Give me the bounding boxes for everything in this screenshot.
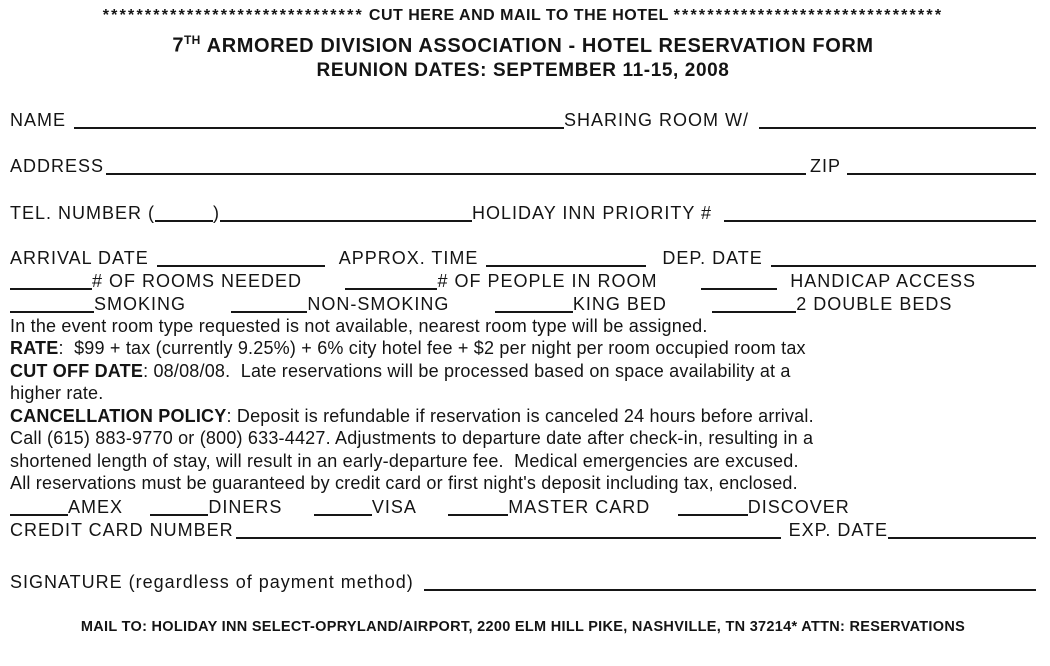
address-label: ADDRESS [10,155,105,176]
policy-block [10,315,1036,495]
rooms-needed-label: # OF ROOMS NEEDED [92,270,303,291]
smoking-blank[interactable] [10,295,94,313]
smoking-label: SMOKING [94,293,187,314]
exp-date-label: EXP. DATE [788,519,888,540]
amex-label: AMEX [68,496,124,517]
tel-close-paren: ) [213,202,221,223]
policy-line [10,450,1036,473]
approx-time-label: APPROX. TIME [338,247,479,268]
dep-date-blank[interactable] [771,249,1036,267]
credit-card-row [10,518,1036,541]
policy-text: : Deposit is refundable if reservation is canceled 24 hours before arrival. [226,405,814,426]
card-brands-row [10,495,1036,518]
arrival-date-label: ARRIVAL DATE [10,247,149,268]
arrival-row [10,246,1036,269]
handicap-access-label: HANDICAP ACCESS [790,270,977,291]
reunion-dates: REUNION DATES: SEPTEMBER 11-15, 2008 [316,59,730,81]
policy-text: All reservations must be guaranteed by credit card or first night's deposit including tax, enclosed. [10,473,798,494]
smoking-row [10,292,1036,315]
diners-blank[interactable] [150,498,208,516]
master-card-label: MASTER CARD [508,496,651,517]
policy-text: shortened length of stay, will result in an early-departure fee. Medical emergencies are excused. [10,450,799,471]
cut-here-line [10,6,1036,26]
signature-label: SIGNATURE (regardless of payment method) [10,571,414,592]
signature-blank[interactable] [424,573,1036,591]
people-in-room-label: # OF PEOPLE IN ROOM [437,270,658,291]
policy-line [10,315,1036,338]
sharing-room-blank[interactable] [759,111,1036,129]
priority-label: HOLIDAY INN PRIORITY # [472,202,713,223]
visa-label: VISA [371,496,417,517]
policy-line [10,337,1036,360]
discover-label: DISCOVER [747,496,850,517]
diners-label: DINERS [208,496,283,517]
double-beds-blank[interactable] [712,295,796,313]
name-blank[interactable] [74,111,564,129]
title-number: 7 [172,34,185,57]
double-beds-label: 2 DOUBLE BEDS [796,293,953,314]
policy-text: : 08/08/08. Late reservations will be processed based on space availability at a [143,360,791,381]
policy-line [10,382,1036,405]
priority-number-blank[interactable] [724,204,1036,222]
policy-line [10,405,1036,428]
policy-bold: RATE [10,338,59,359]
zip-label: ZIP [810,155,842,176]
king-bed-blank[interactable] [495,295,573,313]
cut-here-text: CUT HERE AND MAIL TO THE HOTEL [363,7,674,24]
visa-blank[interactable] [314,498,372,516]
policy-text: Call (615) 883-9770 or (800) 633-4427. Adjustments to departure date after check-in, resulting in a [10,428,814,449]
form-title [10,28,1036,58]
mail-to-line: MAIL TO: HOLIDAY INN SELECT-OPRYLAND/AIRPORT, 2200 ELM HILL PIKE, NASHVILLE, TN 37214* ATTN: RESERVATIONS [80,618,966,635]
zip-blank[interactable] [847,157,1036,175]
title-ordinal: TH [184,33,201,47]
rooms-needed-blank[interactable] [10,272,92,290]
rooms-row [10,269,1036,292]
telephone-row [10,201,1036,224]
name-row [10,108,1036,131]
address-blank[interactable] [106,157,806,175]
sharing-room-label: SHARING ROOM W/ [564,109,750,130]
name-label: NAME [10,109,67,130]
address-row [10,154,1036,177]
approx-time-blank[interactable] [486,249,646,267]
handicap-access-blank[interactable] [701,272,777,290]
exp-date-blank[interactable] [888,521,1036,539]
title-text: ARMORED DIVISION ASSOCIATION - HOTEL RESERVATION FORM [206,34,874,57]
dep-date-label: DEP. DATE [662,247,763,268]
policy-text: higher rate. [10,383,104,404]
king-bed-label: KING BED [572,293,667,314]
stars-right: ******************************** [673,7,944,24]
cc-number-blank[interactable] [236,521,781,539]
policy-line [10,360,1036,383]
policy-line [10,427,1036,450]
policy-bold: CANCELLATION POLICY [10,405,227,426]
signature-row [10,570,1036,593]
tel-number-label: TEL. NUMBER ( [10,202,156,223]
tel-area-code-blank[interactable] [155,204,213,222]
non-smoking-label: NON-SMOKING [307,293,450,314]
master-card-blank[interactable] [448,498,508,516]
cc-number-label: CREDIT CARD NUMBER [10,519,234,540]
policy-text: In the event room type requested is not available, nearest room type will be assigned. [10,315,708,336]
policy-bold: CUT OFF DATE [10,360,144,381]
discover-blank[interactable] [678,498,748,516]
stars-left: ******************************* [102,7,364,24]
arrival-date-blank[interactable] [157,249,325,267]
people-in-room-blank[interactable] [345,272,437,290]
amex-blank[interactable] [10,498,68,516]
tel-number-blank[interactable] [220,204,472,222]
policy-line [10,472,1036,495]
non-smoking-blank[interactable] [231,295,307,313]
policy-text: : $99 + tax (currently 9.25%) + 6% city hotel fee + $2 per night per room occupied room tax [58,338,806,359]
